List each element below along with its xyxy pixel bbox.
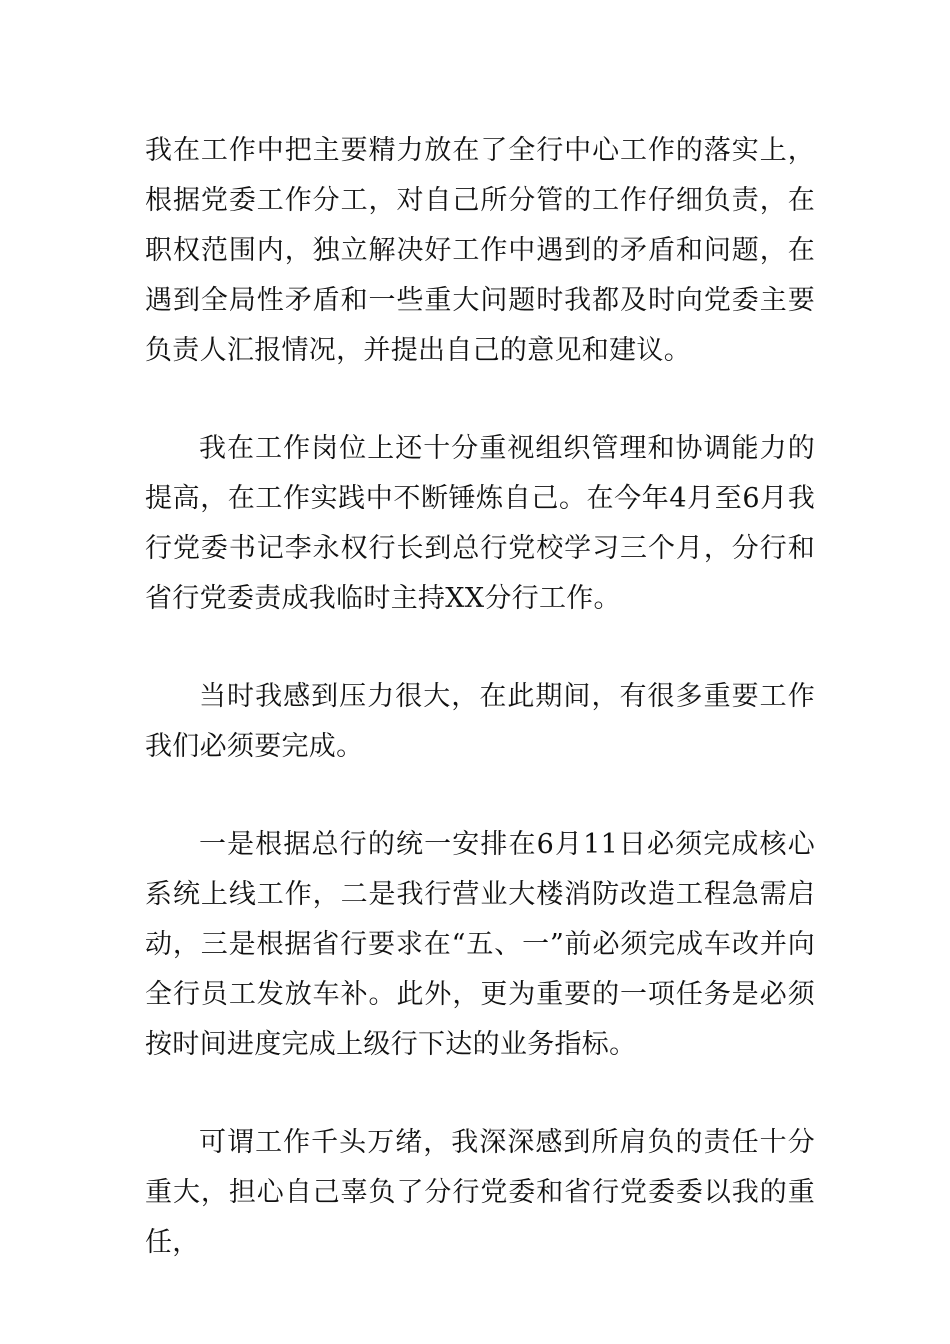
- paragraph-1: 我在工作中把主要精力放在了全行中心工作的落实上，根据党委工作分工，对自己所分管的工作仔细负责，在职权范围内，独立解决好工作中遇到的矛盾和问题，在遇到全局性矛盾和一些重大问题时我都及时向党委主要负责人汇报情况，并提出自己的意见和建议。: [145, 135, 815, 366]
- paragraph-2: 我在工作岗位上还十分重视组织管理和协调能力的提高，在工作实践中不断锤炼自己。在今年4月至6月我行党委书记李永权行长到总行党校学习三个月，分行和省行党委责成我临时主持XX分行工作。: [145, 433, 815, 614]
- paragraph-3: 当时我感到压力很大，在此期间，有很多重要工作我们必须要完成。: [145, 681, 815, 762]
- paragraph-4: 一是根据总行的统一安排在6月11日必须完成核心系统上线工作，二是我行营业大楼消防改造工程急需启动，三是根据省行要求在“五、一”前必须完成车改并向全行员工发放车补。此外，更为重要的一项任务是必须按时间进度完成上级行下达的业务指标。: [145, 829, 815, 1060]
- paragraph-5: 可谓工作千头万绪，我深深感到所肩负的责任十分重大，担心自己辜负了分行党委和省行党委委以我的重任，: [145, 1127, 815, 1258]
